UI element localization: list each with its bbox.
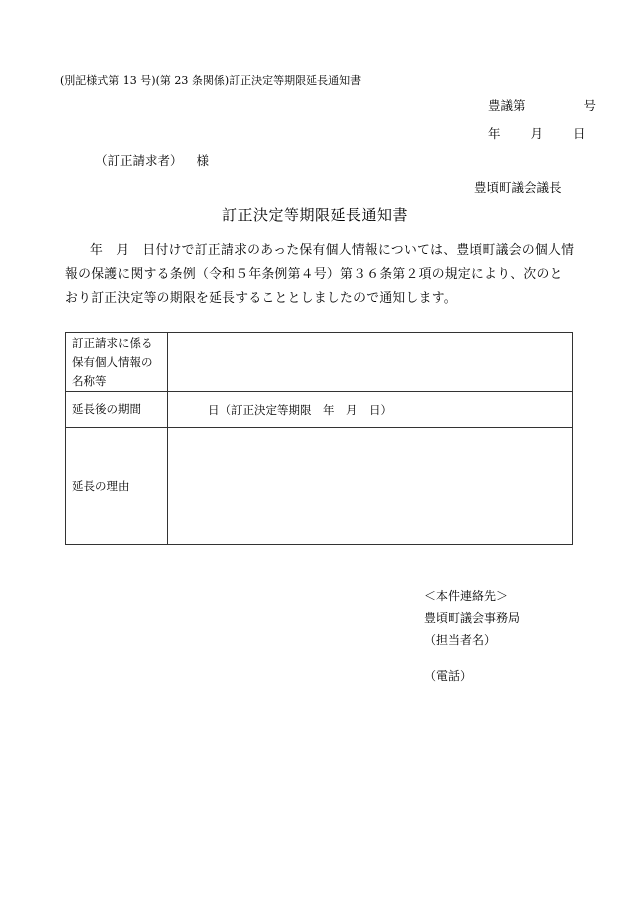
date-month: 月 [530, 126, 544, 141]
table-row [66, 428, 573, 545]
document-date [488, 124, 586, 142]
body-text: 年 月 日付けで訂正請求のあった保有個人情報については、豊頃町議会の個人情報の保護に関する条例（令和５年条例第４号）第３６条第２項の規定により、次のとおり訂正決定等の期限を延長することとしましたので通知します。 [65, 243, 575, 306]
form-label: (別記様式第 13 号)(第 23 条関係)訂正決定等期限延長通知書 [60, 74, 362, 87]
document-number [488, 96, 596, 114]
info-table [65, 332, 573, 545]
contact-person: （担当者名） [424, 633, 497, 647]
extension-reason-label: 延長の理由 [66, 428, 168, 545]
sender: 豊頃町議会議長 [474, 180, 562, 195]
contact-block [424, 585, 520, 687]
info-name-value [168, 333, 573, 392]
table-row [66, 333, 573, 392]
extension-reason-value [168, 428, 573, 545]
date-year: 年 [488, 126, 501, 141]
contact-heading: ＜本件連絡先＞ [424, 589, 509, 603]
addressee-name: （訂正請求者） [95, 153, 183, 168]
extended-period-value [168, 392, 573, 428]
date-day: 日 [573, 126, 586, 141]
document-number-prefix: 豊議第 [488, 98, 526, 113]
contact-phone: （電話） [424, 669, 473, 683]
info-name-label: 訂正請求に係る保有個人情報の名称等 [66, 333, 168, 392]
document-number-suffix: 号 [583, 98, 597, 113]
extended-period-label: 延長後の期間 [66, 392, 168, 428]
extended-period-text: 日（訂正決定等期限 年 月 日） [208, 402, 392, 417]
addressee [95, 151, 209, 169]
contact-office: 豊頃町議会事務局 [424, 611, 521, 625]
document-title: 訂正決定等期限延長通知書 [221, 206, 408, 224]
table-row [66, 392, 573, 428]
addressee-honorific: 様 [196, 153, 210, 168]
